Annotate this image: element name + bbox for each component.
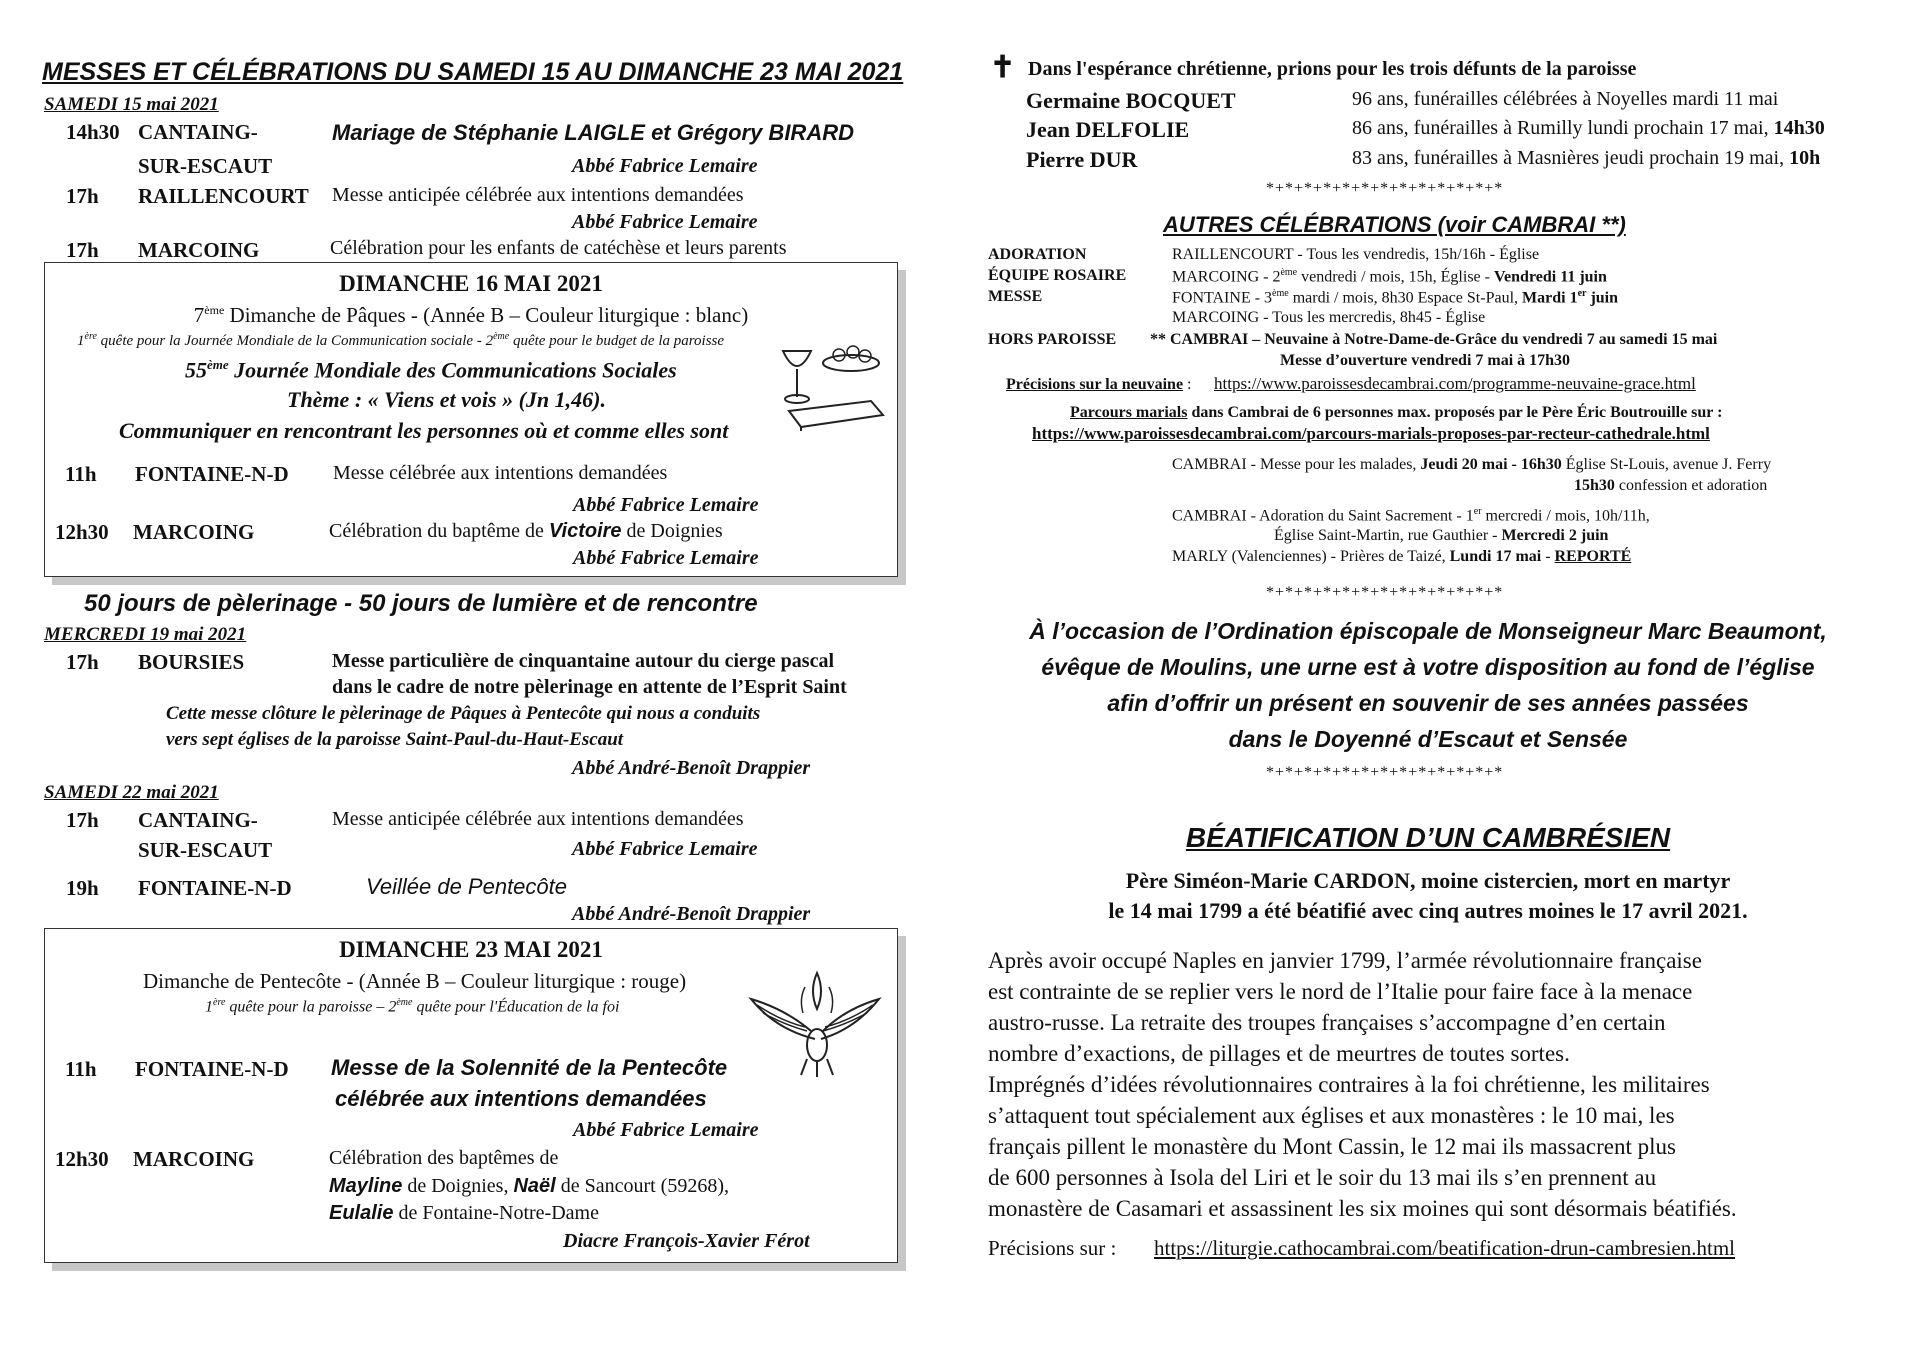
ordination-line: dans le Doyenné d’Escaut et Sensée	[1228, 726, 1628, 752]
beatification-link[interactable]: https://liturgie.cathocambrai.com/beatification-drun-cambresien.html	[1154, 1236, 1736, 1260]
box-subheading: 7ème Dimanche de Pâques - (Année B – Couleur liturgique : blanc)	[193, 303, 749, 327]
event-time: 12h30	[55, 520, 109, 544]
beatification-sub: Père Siméon-Marie CARDON, moine cistercien, mort en martyr	[1125, 868, 1731, 893]
event-place: BOURSIES	[138, 650, 245, 674]
paragraph-line: s’attaquent tout spécialement aux églises et aux monastères : le 10 mai, les	[988, 1103, 1675, 1128]
defunt-info: 96 ans, funérailles célébrées à Noyelles mardi 11 mai	[1352, 88, 1779, 110]
event-place: FONTAINE-N-D	[135, 1057, 289, 1081]
day-heading-sat22: SAMEDI 22 mai 2021	[44, 782, 219, 803]
celebrant: Abbé André-Benoît Drappier	[572, 903, 811, 925]
event-title: Mariage de Stéphanie LAIGLE et Grégory BIRARD	[332, 120, 854, 145]
event-note: vers sept églises de la paroisse Saint-Paul-du-Haut-Escaut	[166, 729, 624, 750]
event-text: Messe célébrée aux intentions demandées	[333, 462, 668, 484]
celebration-text: FONTAINE - 3ème mardi / mois, 8h30 Espace St-Paul, Mardi 1er juin	[1172, 288, 1619, 307]
event-text: dans le cadre de notre pèlerinage en attente de l’Esprit Saint	[332, 676, 847, 698]
baptism-names: Eulalie de Fontaine-Notre-Dame	[329, 1202, 599, 1224]
event-place: MARCOING	[133, 1147, 255, 1171]
paragraph-line: français pillent le monastère du Mont Cassin, le 12 mai ils massacrent plus	[988, 1134, 1676, 1159]
event-text: Messe particulière de cinquantaine autour du cierge pascal	[332, 650, 835, 672]
box-heading: DIMANCHE 16 MAI 2021	[339, 271, 603, 296]
celebrant: Abbé Fabrice Lemaire	[572, 155, 758, 177]
celebration-text: 15h30 confession et adoration	[1574, 477, 1768, 494]
paragraph-line: Après avoir occupé Naples en janvier 1799, l’armée révolutionnaire française	[988, 948, 1702, 973]
celebration-text: MARLY (Valenciennes) - Prières de Taizé, Lundi 17 mai - REPORTÉ	[1172, 548, 1632, 565]
celebration-text: MARCOING - 2ème vendredi / mois, 15h, Église - Vendredi 11 juin	[1172, 267, 1607, 286]
day-heading-wed19: MERCREDI 19 mai 2021	[44, 624, 247, 645]
celebrant: Abbé Fabrice Lemaire	[572, 838, 758, 860]
beatification-title: BÉATIFICATION D’UN CAMBRÉSIEN	[1185, 822, 1671, 853]
box-subheading: Dimanche de Pentecôte - (Année B – Couleur liturgique : rouge)	[143, 969, 687, 993]
neuvaine-link[interactable]: https://www.paroissesdecambrai.com/programme-neuvaine-grace.html	[1214, 374, 1696, 393]
event-time: 17h	[66, 650, 99, 674]
journee-mondiale: 55ème Journée Mondiale des Communications Sociales	[185, 357, 677, 383]
celebration-text: MARCOING - Tous les mercredis, 8h45 - Église	[1172, 309, 1486, 326]
separator: *+*+*+*+*+*+*+*+*+*+*+*+*	[1266, 584, 1504, 601]
event-place: SUR-ESCAUT	[138, 154, 273, 178]
event-time: 19h	[66, 876, 99, 900]
neuvaine-precisions: Précisions sur la neuvaine :	[1006, 376, 1192, 393]
event-place: FONTAINE-N-D	[135, 462, 289, 486]
event-text: Messe anticipée célébrée aux intentions demandées	[332, 808, 744, 830]
event-note: Cette messe clôture le pèlerinage de Pâques à Pentecôte qui nous a conduits	[166, 703, 761, 724]
beatification-sub: le 14 mai 1799 a été béatifié avec cinq autres moines le 17 avril 2021.	[1108, 898, 1748, 923]
event-place: CANTAING-	[138, 120, 258, 144]
paragraph-line: est contrainte de se replier vers le nord de l’Italie pour faire face à la menace	[988, 979, 1693, 1004]
parcours-marials: Parcours marials dans Cambrai de 6 personnes max. proposés par le Père Éric Boutrouille sur :	[1070, 404, 1723, 421]
category-label: MESSE	[988, 288, 1043, 305]
separator: *+*+*+*+*+*+*+*+*+*+*+*+*	[1266, 764, 1504, 781]
event-time: 11h	[65, 462, 97, 486]
event-text: Messe anticipée célébrée aux intentions demandées	[332, 184, 744, 206]
event-time: 17h	[66, 238, 99, 262]
pelerinage-heading: 50 jours de pèlerinage - 50 jours de lumière et de rencontre	[84, 590, 758, 617]
paragraph-line: Imprégnés d’idées révolutionnaires contraires à la foi chrétienne, les militaires	[988, 1072, 1710, 1097]
event-place: SUR-ESCAUT	[138, 838, 273, 862]
page-title: MESSES ET CÉLÉBRATIONS DU SAMEDI 15 AU DIMANCHE 23 MAI 2021	[42, 58, 904, 86]
event-text: Célébration des baptêmes de	[329, 1147, 559, 1169]
defunt-info: 83 ans, funérailles à Masnières jeudi prochain 19 mai, 10h	[1352, 147, 1821, 169]
event-time: 17h	[66, 808, 99, 832]
event-time: 11h	[65, 1057, 97, 1081]
baptism-names: Mayline de Doignies, Naël de Sancourt (59268),	[329, 1175, 729, 1197]
celebrant: Diacre François-Xavier Férot	[563, 1230, 810, 1252]
event-title: célébrée aux intentions demandées	[335, 1086, 707, 1111]
category-label: ADORATION	[988, 246, 1087, 263]
dove-flame-icon	[745, 969, 885, 1079]
cross-icon: ✝	[990, 51, 1016, 84]
separator: *+*+*+*+*+*+*+*+*+*+*+*+*	[1266, 180, 1504, 197]
box-heading: DIMANCHE 23 MAI 2021	[339, 937, 603, 962]
ordination-line: afin d’offrir un présent en souvenir de ses années passées	[1107, 690, 1749, 716]
event-place: FONTAINE-N-D	[138, 876, 292, 900]
event-time: 17h	[66, 184, 99, 208]
paragraph-line: monastère de Casamari et assassinent les six moines qui sont désormais béatifiés.	[988, 1196, 1737, 1221]
category-label: HORS PAROISSE	[988, 331, 1117, 348]
ordination-line: À l’occasion de l’Ordination épiscopale de Monseigneur Marc Beaumont,	[1029, 618, 1827, 644]
paragraph-line: austro-russe. La retraite des troupes françaises s’accompagne d’en certain	[988, 1010, 1666, 1035]
chalice-bread-icon	[775, 341, 887, 433]
communiquer: Communiquer en rencontrant les personnes où et comme elles sont	[119, 418, 729, 443]
autres-title: AUTRES CÉLÉBRATIONS (voir CAMBRAI **)	[1163, 212, 1626, 237]
event-place: MARCOING	[138, 238, 260, 262]
category-label: ÉQUIPE ROSAIRE	[988, 267, 1127, 284]
celebrant: Abbé André-Benoît Drappier	[572, 757, 811, 779]
theme: Thème : « Viens et vois » (Jn 1,46).	[287, 387, 606, 412]
event-text: Célébration pour les enfants de catéchèse et leurs parents	[330, 237, 787, 259]
day-heading-sat15: SAMEDI 15 mai 2021	[44, 94, 219, 115]
event-time: 12h30	[55, 1147, 109, 1171]
defunt-name: Pierre DUR	[1026, 147, 1138, 172]
celebrant: Abbé Fabrice Lemaire	[573, 547, 759, 569]
ordination-line: évêque de Moulins, une urne est à votre disposition au fond de l’église	[1041, 654, 1815, 680]
defunt-name: Jean DELFOLIE	[1026, 117, 1190, 142]
celebrant: Abbé Fabrice Lemaire	[573, 1119, 759, 1141]
defunt-info: 86 ans, funérailles à Rumilly lundi prochain 17 mai, 14h30	[1352, 117, 1825, 139]
celebration-text: Messe d’ouverture vendredi 7 mai à 17h30	[1280, 352, 1571, 369]
defunt-name: Germaine BOCQUET	[1026, 88, 1236, 113]
event-place: RAILLENCOURT	[138, 184, 309, 208]
quete-line: 1ère quête pour la paroisse – 2ème quête pour l'Éducation de la foi	[205, 997, 620, 1016]
sunday-23-box	[44, 928, 898, 1263]
celebration-text: RAILLENCOURT - Tous les vendredis, 15h/16h - Église	[1172, 246, 1540, 263]
event-time: 14h30	[66, 120, 120, 144]
event-title: Veillée de Pentecôte	[366, 874, 567, 899]
paragraph-line: de 600 personnes à Isola del Liri et le soir du 13 mai ils s’en prennent au	[988, 1165, 1657, 1190]
sunday-16-box	[44, 262, 898, 577]
quete-line: 1ère quête pour la Journée Mondiale de la Communication sociale - 2ème quête pour le budget de la paroisse	[77, 331, 725, 349]
event-title: Messe de la Solennité de la Pentecôte	[331, 1055, 728, 1080]
beatification-precisions: Précisions sur :	[988, 1236, 1117, 1260]
parcours-link[interactable]: https://www.paroissesdecambrai.com/parcours-marials-proposes-par-recteur-cathedrale.html	[1032, 424, 1710, 443]
paragraph-line: nombre d’exactions, de pillages et de meurtres de toutes sortes.	[988, 1041, 1570, 1066]
defunts-intro: Dans l'espérance chrétienne, prions pour les trois défunts de la paroisse	[1028, 58, 1637, 80]
celebration-text: CAMBRAI - Messe pour les malades, Jeudi 20 mai - 16h30 Église St-Louis, avenue J. Ferry	[1172, 456, 1772, 473]
event-place: MARCOING	[133, 520, 255, 544]
event-place: CANTAING-	[138, 808, 258, 832]
celebrant: Abbé Fabrice Lemaire	[572, 211, 758, 233]
event-text: Célébration du baptême de Victoire de Doignies	[329, 520, 723, 542]
celebration-text: Église Saint-Martin, rue Gauthier - Mercredi 2 juin	[1274, 527, 1609, 544]
celebration-text: CAMBRAI - Adoration du Saint Sacrement - 1er mercredi / mois, 10h/11h,	[1172, 506, 1650, 525]
celebrant: Abbé Fabrice Lemaire	[573, 494, 759, 516]
celebration-text: ** CAMBRAI – Neuvaine à Notre-Dame-de-Grâce du vendredi 7 au samedi 15 mai	[1150, 331, 1718, 348]
